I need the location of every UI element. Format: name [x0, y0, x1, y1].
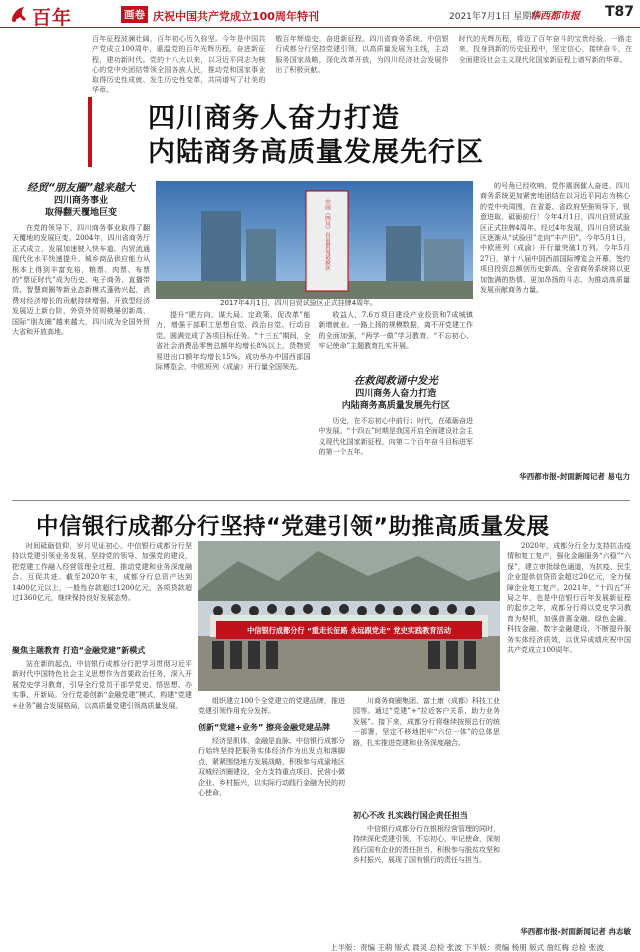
intro-column: 时代的光辉历程，将迈了百年奋斗的宝贵经验。一路走来，投身到新的历史征程中，坚定信心，接续奋斗，在全面建设社会主义现代化国家新征程上谱写新的华章。 — [458, 35, 632, 64]
title-accent-bar — [88, 97, 92, 167]
author-credit: 华西都市报-封面新闻记者 易屯力 — [519, 472, 630, 481]
article-body: 中信银行成都分行在银根经营管理的同时，持续深化党建引领，不忘初心，牢记使命，深刻践行国有企业的责任担当，积极参与脱贫攻坚和乡村振兴，展现了国有银行的责任与担当。 — [353, 825, 500, 865]
subheading: 初心不改 扎实践行国企责任担当 — [353, 811, 468, 820]
article-column — [198, 696, 345, 946]
subheading: 创新“党建+业务” 擦亮金融党建品牌 — [198, 723, 331, 732]
section-divider — [12, 500, 630, 501]
kicker-line: 在救阅救诵中发光 — [353, 375, 438, 387]
article-body: 的号角已经吹响，党作震润催人奋进。四川商务系统更加紧密地团结在以习近平同志为核心的党中央周围，在省委、省政府坚强领导下，锐意进取、砥砺前行！今年4月1日，四川自贸试验区正式挂牌4周年。经过4年发展，四川自贸试验区逐渐从“试验田”走向“丰产田”。今年5月1日，中欧班列（成渝）开行量突破1万列。今年5月27日，第十八届中国西部国际博览会开幕，签约项目投资总额创历史新高。全省商务系统将以更加饱满的热情、更加昂扬的斗志，为推动高质量发展贡献商务力量。 — [480, 182, 630, 295]
subheading: 聚焦主题教育 打造“金融党建”新模式 — [12, 646, 146, 655]
intro-column: 百年征程波澜壮阔，百年初心历久弥坚。今年是中国共产党成立100周年，重温党的百年光辉历程，奋进新征程，建功新时代。党的十八大以来，以习近平同志为核心的党中央团结带领全国各族人民，推动党和国家事业取得历史性成就、发生历史性变革，共同谱写了壮美的华章。 — [92, 35, 266, 95]
article-body: 提升“肥方向、谋大局、定政策、促改革”能力，增强干部职工思想自觉、政治自觉、行动自觉。圆满完成了各项目标任务。“十三五”期间，全省社会消费品零售总额年均增长8%以上，货物贸易进出口额年均增长15%。成功举办中国西部国际博览会，中欧班列（成渝）开行量全国领先。 — [156, 311, 311, 372]
article-body: 收益人，7.6万项目建设产业投资和7成城镇新增就业。一路上扬的规模数据，离不开党建工作的全面加强，“两学一做”学习教育、“不忘初心、牢记使命”主题教育扎实开展。 — [318, 311, 473, 351]
newspaper-name: 华西都市报 — [530, 11, 580, 22]
banner-text: 中信银行成都分行 “重走长征路 永远跟党走” 党史实践教育活动 — [247, 626, 451, 635]
article-column — [353, 696, 500, 946]
section1-middle-columns — [156, 310, 473, 495]
section2-right-column — [507, 541, 631, 943]
section2-headline: 中信银行成都分行坚持“党建引领”助推高质量发展 — [36, 514, 550, 540]
page-footer: 上半版：责编 王萌 版式 晨灵 总检 张波 下半版：责编 杨朋 版式 詹红梅 总检 张波 — [330, 943, 604, 952]
article-body: 川商务商圈集团、富士康（成都）科技工业园等。通过“党建”+“拉近客户关系，助力业务发展”。接下来，成都分行将继续按照总行的统一部署，坚定不移地把牢“六位一体”的总体思路，扎实推进党建和业务深度融合。 — [353, 697, 500, 747]
party-emblem-icon — [8, 4, 30, 24]
intro-column: 敬百年辉煌史，奋进新征程。四川省商务系统、中信银行成都分行坚持党建引领，以高质量发展为主线，主动服务国家战略，深化改革开放，为四川经济社会发展作出了积极贡献。 — [275, 35, 449, 74]
article-body: 时间砥砺信仰，岁月见证初心。中信银行成都分行坚持以党建引领业务发展，坚持党的领导、加强党的建设，把党建工作融入经营管理全过程，推动党建和业务深度融合、互促共进。截至2020年末，成都分行总资产达到1400亿元以上，一般性存款超过1200亿元，各项贷款超过1360亿元，继续保持良好发展态势。 — [12, 542, 192, 603]
section1-headline — [148, 102, 484, 170]
kicker-line: 四川商务人奋力打造 — [355, 389, 437, 399]
masthead — [0, 0, 640, 28]
article-body: 在党的领导下，四川商务事业取得了翻天覆地的发展巨变。2004年，四川省商务厅正式成立，发展加速驶入快车道。内贸流通现代化水平快速提升。城乡商品供应能力从根本上得到丰富充裕，粮票、肉票、布票的“票证时代”成为历史。电子商务、直播带货、智慧商圈等新业态新模式蓬勃兴起，消费对经济增长的贡献持续增强。开放型经济发展迈上新台阶，外资外贸规模屡创新高，国际“朋友圈”越来越大，四川成为全国外贸大省和开放高地。 — [12, 224, 150, 337]
section2-left-column — [12, 541, 192, 946]
article-body: 组织建立100个全党建立的党建品牌，推进党建引领作用充分发挥。 — [198, 697, 345, 716]
author-credit: 华西都市报-封面新闻记者 冉志敏 — [520, 927, 631, 936]
masthead-slogan: 庆祝中国共产党成立100周年特刊 — [153, 10, 319, 23]
section1-right-column — [480, 181, 630, 486]
article-column — [319, 310, 474, 495]
photo-sign-text: 中国（四川）自由贸易试验区 — [324, 199, 330, 271]
kicker-line: 经贸“朋友圈”越来越大 — [26, 182, 136, 194]
group-photo — [198, 541, 500, 691]
kicker-line: 四川商务事业 — [53, 196, 108, 206]
photo-caption: 2017年4月1日，四川自贸试验区正式挂牌4周年。 — [220, 299, 378, 307]
kicker — [12, 181, 150, 219]
article-body: 2020年，成都分行全力支持抗击疫情和复工复产，强化金融服务“六稳”“六保”，建立审批绿色通道，为抗疫、民生企业提供信贷资金超过20亿元，全力保障企业复工复产。2021年，“十四五”开局之年，也是中信银行百年发展新征程的起步之年，成都分行将以党史学习教育为契机，加强普惠金融、绿色金融、科技金融、数字金融建设，不断提升服务实体经济质效，以优异成绩庆祝中国共产党成立100周年。 — [507, 542, 631, 655]
article-body: 经济是肌体，金融是血脉。中信银行成都分行始终坚持把服务实体经济作为出发点和落脚点，紧紧围绕地方发展战略，积极参与成渝地区双城经济圈建设，全力支持重点项目、民营小微企业、乡村振兴，以实际行动践行金融为民的初心使命。 — [198, 737, 345, 798]
article-body: 站在新的起点，中信银行成都分行把学习贯彻习近平新时代中国特色社会主义思想作为首要政治任务，深入开展党史学习教育，引导全行党员干部学党史、悟思想、办实事、开新局。分行党委创新“金融党建”模式，构建“党建+业务”融合发展格局，以高质量党建引领高质量发展。 — [12, 660, 192, 710]
page-number: T87 — [605, 4, 635, 20]
free-trade-zone-photo — [156, 181, 473, 299]
section1-left-column — [12, 181, 150, 494]
section-tag: 画卷 — [121, 6, 148, 23]
issue-date: 2021年7月1日 星期四 — [449, 12, 541, 22]
article-body: 历史，在不忘初心中前行；时代，在砥砺奋进中发展。“十四五”时期是我国开启全面建设社会主义现代化国家新征程，向第二个百年奋斗目标进军的第一个五年。 — [318, 417, 473, 457]
kicker — [319, 374, 474, 412]
headline-line: 四川商务人奋力打造 — [148, 103, 400, 134]
section2-middle-columns — [198, 696, 500, 946]
kicker-line: 取得翻天覆地巨变 — [44, 208, 117, 218]
kicker-line: 内陆商务高质量发展先行区 — [341, 401, 450, 411]
brand-title: 百年 — [32, 7, 73, 29]
headline-line: 内陆商务高质量发展先行区 — [148, 137, 484, 168]
